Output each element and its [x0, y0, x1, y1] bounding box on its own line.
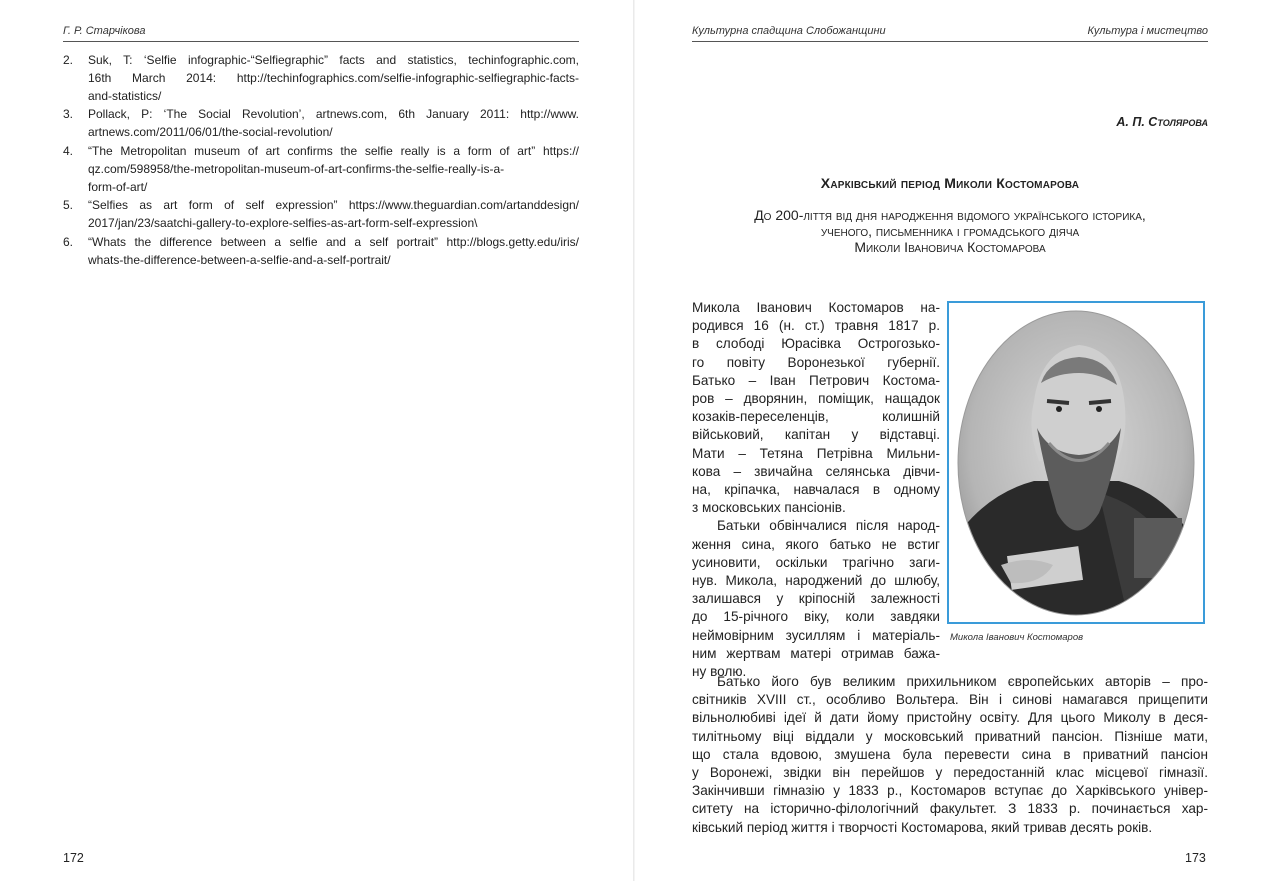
text-line: тилітньому віці віддали у московський приватний пансіон. Пізніше мати, — [692, 728, 1208, 744]
paragraph-3 — [692, 673, 1208, 837]
text-line: ну волю. — [692, 664, 747, 680]
text-line: ров – дворянин, поміщик, нащадок — [692, 391, 940, 407]
reference-line: and-statistics/ — [88, 88, 162, 103]
text-line: усиновити, оскільки трагічно заги- — [692, 554, 940, 570]
text-line: ним жертвам матері отримав бажа- — [692, 645, 940, 661]
subtitle-line: Миколи Івановича Костомарова — [854, 239, 1046, 255]
text-line: військовий, капітан у відставці. — [692, 427, 940, 443]
text-line: родився 16 (н. ст.) травня 1817 р. — [692, 318, 940, 334]
text-line: нув. Микола, народжений до шлюбу, — [692, 573, 940, 589]
text-line: ження сина, якого батько не встиг — [692, 536, 940, 552]
text-line: вільнолюбиві ідеї й дати йому пристойну освіту. Для цього Миколу в деся- — [692, 710, 1208, 726]
portrait-caption: Микола Іванович Костомаров — [950, 632, 1084, 643]
reference-line: “Whats the difference between a selfie and a self portrait” http://blogs.getty.edu/iris/ — [88, 234, 579, 249]
text-line: Батько – Іван Петрович Костома- — [692, 372, 940, 388]
reference-line: “Selfies as art form of self expression” https://www.theguardian.com/artanddesign/ — [88, 198, 579, 213]
reference-item — [63, 143, 579, 196]
text-line: на, кріпачка, навчалася в одному — [692, 482, 940, 498]
reference-line: whats-the-difference-between-a-selfie-and-a-self-portrait/ — [88, 252, 391, 267]
subtitle-line: ученого, письменника і громадського діяча — [820, 223, 1080, 239]
text-line: з московських пансіонів. — [692, 500, 846, 516]
paragraph-2 — [692, 517, 940, 681]
text-line: козаків-переселенців, колишній — [692, 409, 940, 425]
text-line: Батьки обвінчалися після народ- — [717, 518, 940, 534]
reference-number: 5. — [63, 198, 74, 213]
subtitle-line: До 200-ліття від дня народження відомого українського історика, — [754, 207, 1146, 223]
paragraph-1 — [692, 299, 940, 517]
reference-number: 3. — [63, 107, 74, 122]
running-head — [692, 25, 1208, 42]
text-line: до 15-річного віку, коли завдяки — [692, 609, 940, 625]
right-page — [634, 0, 1268, 881]
text-line: Закінчивши гімназію у 1833 р., Костомаров вступає до Харківського універ- — [692, 783, 1208, 799]
reference-line: “The Metropolitan museum of art confirms the selfie really is a form of art” https:// — [88, 143, 579, 158]
running-head-journal: Культурна спадщина Слобожанщини — [692, 25, 886, 37]
text-line: ситету на історично-філологічний факультет. З 1833 р. починається хар- — [692, 801, 1208, 817]
text-line: ківський період життя і творчості Костомарова, який тривав десять років. — [692, 819, 1153, 835]
article-author: А. П. Столярова — [1116, 115, 1208, 129]
reference-line: 16th March 2014: http://techinfographics.com/selfie-infographic-selfiegraphic-facts- — [88, 70, 579, 85]
text-line: кова – звичайна селянська дівчи- — [692, 463, 940, 479]
reference-item — [63, 52, 579, 105]
text-line: світників XVIII ст., особливо Вольтера. Він і синові намагався прищепити — [692, 692, 1208, 708]
article-subtitle — [692, 207, 1208, 255]
reference-line: form-of-art/ — [88, 179, 148, 194]
text-line: Батько його був великим прихильником європейських авторів – про- — [717, 674, 1208, 689]
body-column-narrow — [692, 299, 940, 681]
text-line: Мати – Тетяна Петрівна Мильни- — [692, 445, 940, 461]
text-line: Микола Іванович Костомаров на- — [692, 300, 940, 315]
reference-line: 2017/jan/23/saatchi-gallery-to-explore-selfies-as-art-form-self-expression\ — [88, 216, 478, 231]
reference-item — [63, 234, 579, 270]
text-line: неймовірним зусиллям і матеріаль- — [692, 627, 940, 643]
text-line: залишався у кріпосній залежності — [692, 591, 940, 607]
reference-line: Pollack, P: ‘The Social Revolution’, artnews.com, 6th January 2011: http://www. — [88, 107, 579, 122]
page-number-left: 172 — [63, 851, 84, 865]
text-line: у Воронежі, звідки він перейшов у передостанній клас місцевої гімназії. — [692, 765, 1208, 781]
reference-list — [63, 52, 579, 271]
running-head-section: Культура і мистецтво — [1087, 25, 1208, 37]
text-line: го повіту Воронезької губернії. — [692, 354, 940, 370]
page-number-right: 173 — [1185, 851, 1206, 865]
portrait-figure — [947, 301, 1205, 624]
text-line: що стала вдовою, змушена була перевести сина в приватний пансіон — [692, 746, 1208, 762]
reference-number: 6. — [63, 234, 74, 249]
portrait-image — [949, 303, 1203, 622]
running-head-author: Г. Р. Старчікова — [63, 25, 579, 42]
article-title: Харківський період Миколи Костомарова — [820, 175, 1080, 191]
reference-line: Suk, T: ‘Selfie infographic-“Selfiegraphic” facts and statistics, techinfographic.com, — [88, 53, 579, 67]
reference-line: qz.com/598958/the-metropolitan-museum-of-art-confirms-the-selfie-really-is-a- — [88, 161, 505, 176]
reference-number: 2. — [63, 53, 74, 67]
reference-item — [63, 106, 579, 142]
reference-line: artnews.com/2011/06/01/the-social-revolution/ — [88, 125, 333, 140]
text-line: в слободі Юрасівка Острогозько- — [692, 336, 940, 352]
reference-item — [63, 197, 579, 233]
reference-number: 4. — [63, 143, 74, 158]
